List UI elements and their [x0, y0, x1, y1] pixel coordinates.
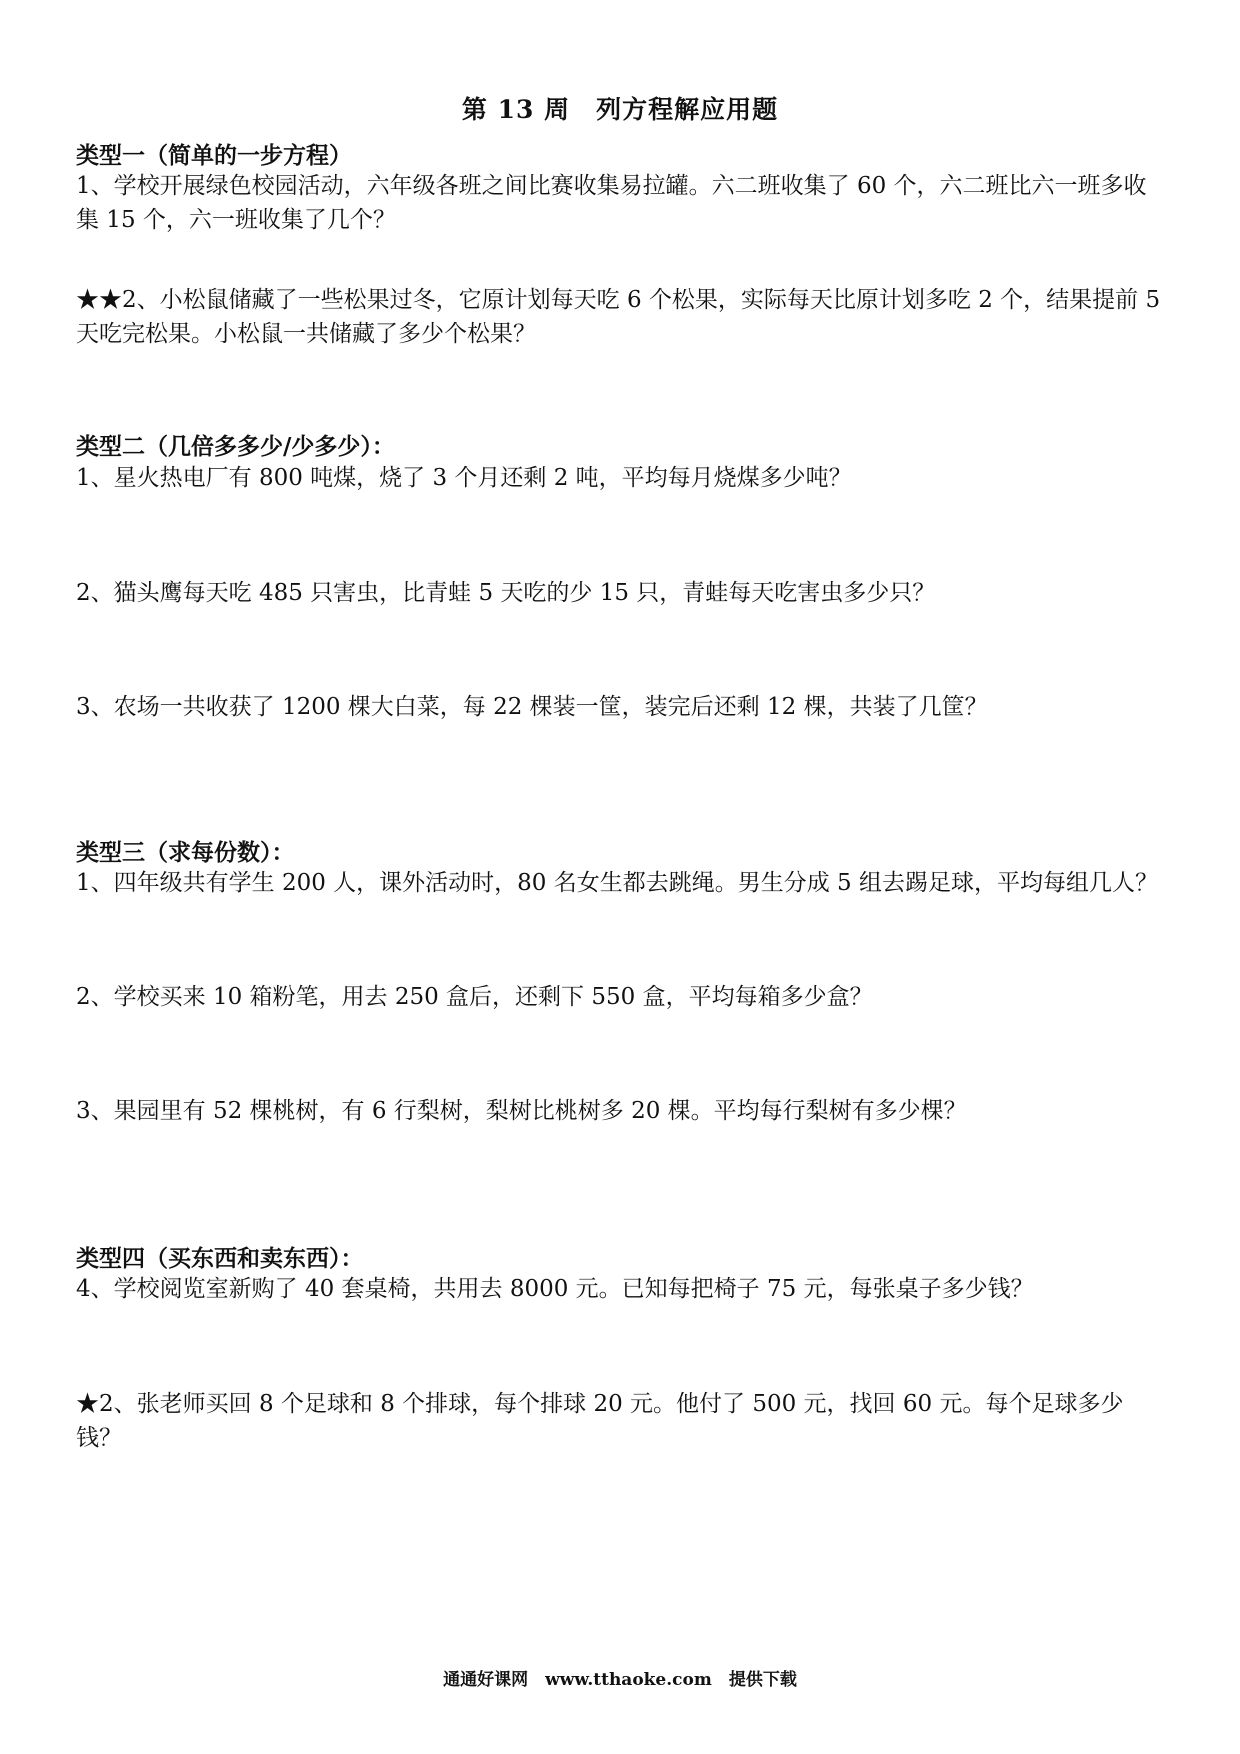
question-type2-1: 1、星火热电厂有 800 吨煤，烧了 3 个月还剩 2 吨，平均每月烧煤多少吨？: [76, 465, 852, 491]
question-type3-1: 1、四年级共有学生 200 人，课外活动时，80 名女生都去跳绳。男生分成 5 组去踢足球，平均每组几人？: [76, 870, 1158, 896]
section-heading-type-3: 类型三（求每份数）：: [76, 839, 295, 866]
page-title: 第 13 周 列方程解应用题: [461, 95, 779, 124]
question-type4-2: ★2、张老师买回 8 个足球和 8 个排球，每个排球 20 元。他付了 500 元，找回 60 元。每个足球多少钱？: [76, 1391, 1124, 1451]
question-type2-2: 2、猫头鹰每天吃 485 只害虫，比青蛙 5 天吃的少 15 只，青蛙每天吃害虫多少只？: [76, 580, 936, 606]
question-type1-2: ★★2、小松鼠储藏了一些松果过冬，它原计划每天吃 6 个松果，实际每天比原计划多吃 2 个，结果提前 5 天吃完松果。小松鼠一共储藏了多少个松果？: [76, 287, 1161, 347]
question-type4-1: 4、学校阅览室新购了 40 套桌椅，共用去 8000 元。已知每把椅子 75 元，每张桌子多少钱？: [76, 1276, 1034, 1302]
question-type2-3: 3、农场一共收获了 1200 棵大白菜，每 22 棵装一筐，装完后还剩 12 棵，共装了几筐？: [76, 694, 988, 720]
page-footer: 通通好课网 www.tthaoke.com 提供下载: [443, 1670, 797, 1690]
question-type3-3: 3、果园里有 52 棵桃树，有 6 行梨树，梨树比桃树多 20 棵。平均每行梨树有多少棵？: [76, 1098, 967, 1124]
section-heading-type-1: 类型一（简单的一步方程）: [76, 142, 352, 169]
section-heading-type-2: 类型二（几倍多多少/少多少）：: [76, 433, 395, 460]
question-type1-1: 1、学校开展绿色校园活动，六年级各班之间比赛收集易拉罐。六二班收集了 60 个，六二班比六一班多收集 15 个，六一班收集了几个？: [76, 173, 1147, 233]
question-type3-2: 2、学校买来 10 箱粉笔，用去 250 盒后，还剩下 550 盒，平均每箱多少盒？: [76, 984, 873, 1010]
section-heading-type-4: 类型四（买东西和卖东西）：: [76, 1245, 364, 1272]
